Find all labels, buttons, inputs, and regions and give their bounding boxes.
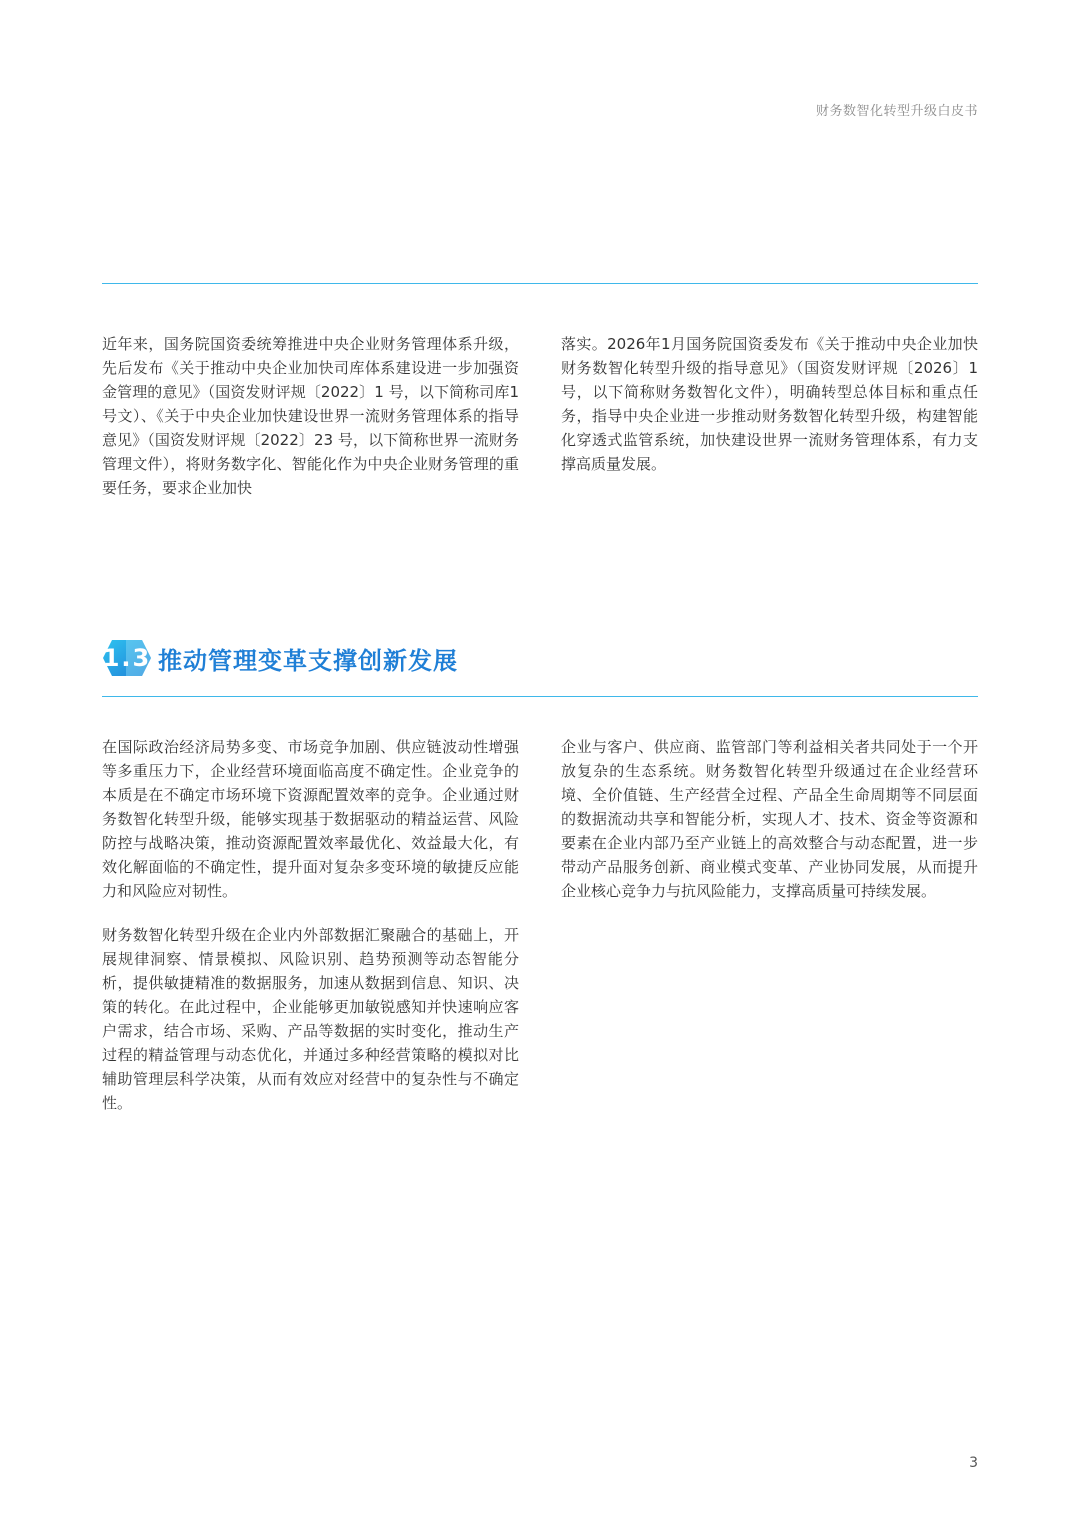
intro-left-column [102, 332, 519, 520]
top-divider [102, 283, 978, 284]
body-left-paragraph-2: 财务数智化转型升级在企业内外部数据汇聚融合的基础上，开展规律洞察、情景模拟、风险识别、趋势预测等动态智能分析，提供敏捷精准的数据服务，加速从数据到信息、知识、决策的转化。在此过程中，企业能够更加敏锐感知并快速响应客户需求，结合市场、采购、产品等数据的实时变化，推动生产过程的精益管理与动态优化，并通过多种经营策略的模拟对比辅助管理层科学决策，从而有效应对经营中的复杂性与不确定性。 [102, 926, 519, 1112]
intro-left-paragraph: 近年来，国务院国资委统筹推进中央企业财务管理体系升级，先后发布《关于推动中央企业加快司库体系建设进一步加强资金管理的意见》（国资发财评规〔2022〕1 号，以下简称司库1号文）、《关于中央企业加快建设世界一流财务管理体系的指导意见》（国资发财评规〔2022〕23 号，以下简称世界一流财务管理文件），将财务数字化、智能化作为中央企业财务管理的重要任务，要求企业加快 [102, 335, 519, 497]
body-left-paragraph-1: 在国际政治经济局势多变、市场竞争加剧、供应链波动性增强等多重压力下，企业经营环境面临高度不确定性。企业竞争的本质是在不确定市场环境下资源配置效率的竞争。企业通过财务数智化转型升级，能够实现基于数据驱动的精益运营、风险防控与战略决策，推动资源配置效率最优化、效益最大化，有效化解面临的不确定性，提升面对复杂多变环境的敏捷反应能力和风险应对韧性。 [102, 738, 519, 900]
section-number: 1.3 [102, 644, 152, 672]
intro-right-paragraph: 落实。2026年1月国务院国资委发布《关于推动中央企业加快财务数智化转型升级的指导意见》（国资发财评规〔2026〕1号，以下简称财务数智化文件），明确转型总体目标和重点任务，指导中央企业进一步推动财务数智化转型升级，构建智能化穿透式监管系统，加快建设世界一流财务管理体系，有力支撑高质量发展。 [561, 335, 978, 473]
section-heading [102, 638, 458, 678]
page-number: 3 [969, 1455, 978, 1471]
running-header-title: 财务数智化转型升级白皮书 [815, 104, 978, 119]
body-right-column [561, 735, 978, 923]
section-divider [102, 696, 978, 697]
section-title: 推动管理变革支撑创新发展 [158, 646, 458, 675]
section-number-badge [102, 638, 152, 678]
body-right-paragraph-1: 企业与客户、供应商、监管部门等利益相关者共同处于一个开放复杂的生态系统。财务数智化转型升级通过在企业经营环境、全价值链、生产经营全过程、产品全生命周期等不同层面的数据流动共享和智能分析，实现人才、技术、资金等资源和要素在企业内部乃至产业链上的高效整合与动态配置，进一步带动产品服务创新、商业模式变革、产业协同发展，从而提升企业核心竞争力与抗风险能力，支撑高质量可持续发展。 [561, 738, 978, 900]
intro-right-column [561, 332, 978, 496]
body-left-column [102, 735, 519, 1135]
